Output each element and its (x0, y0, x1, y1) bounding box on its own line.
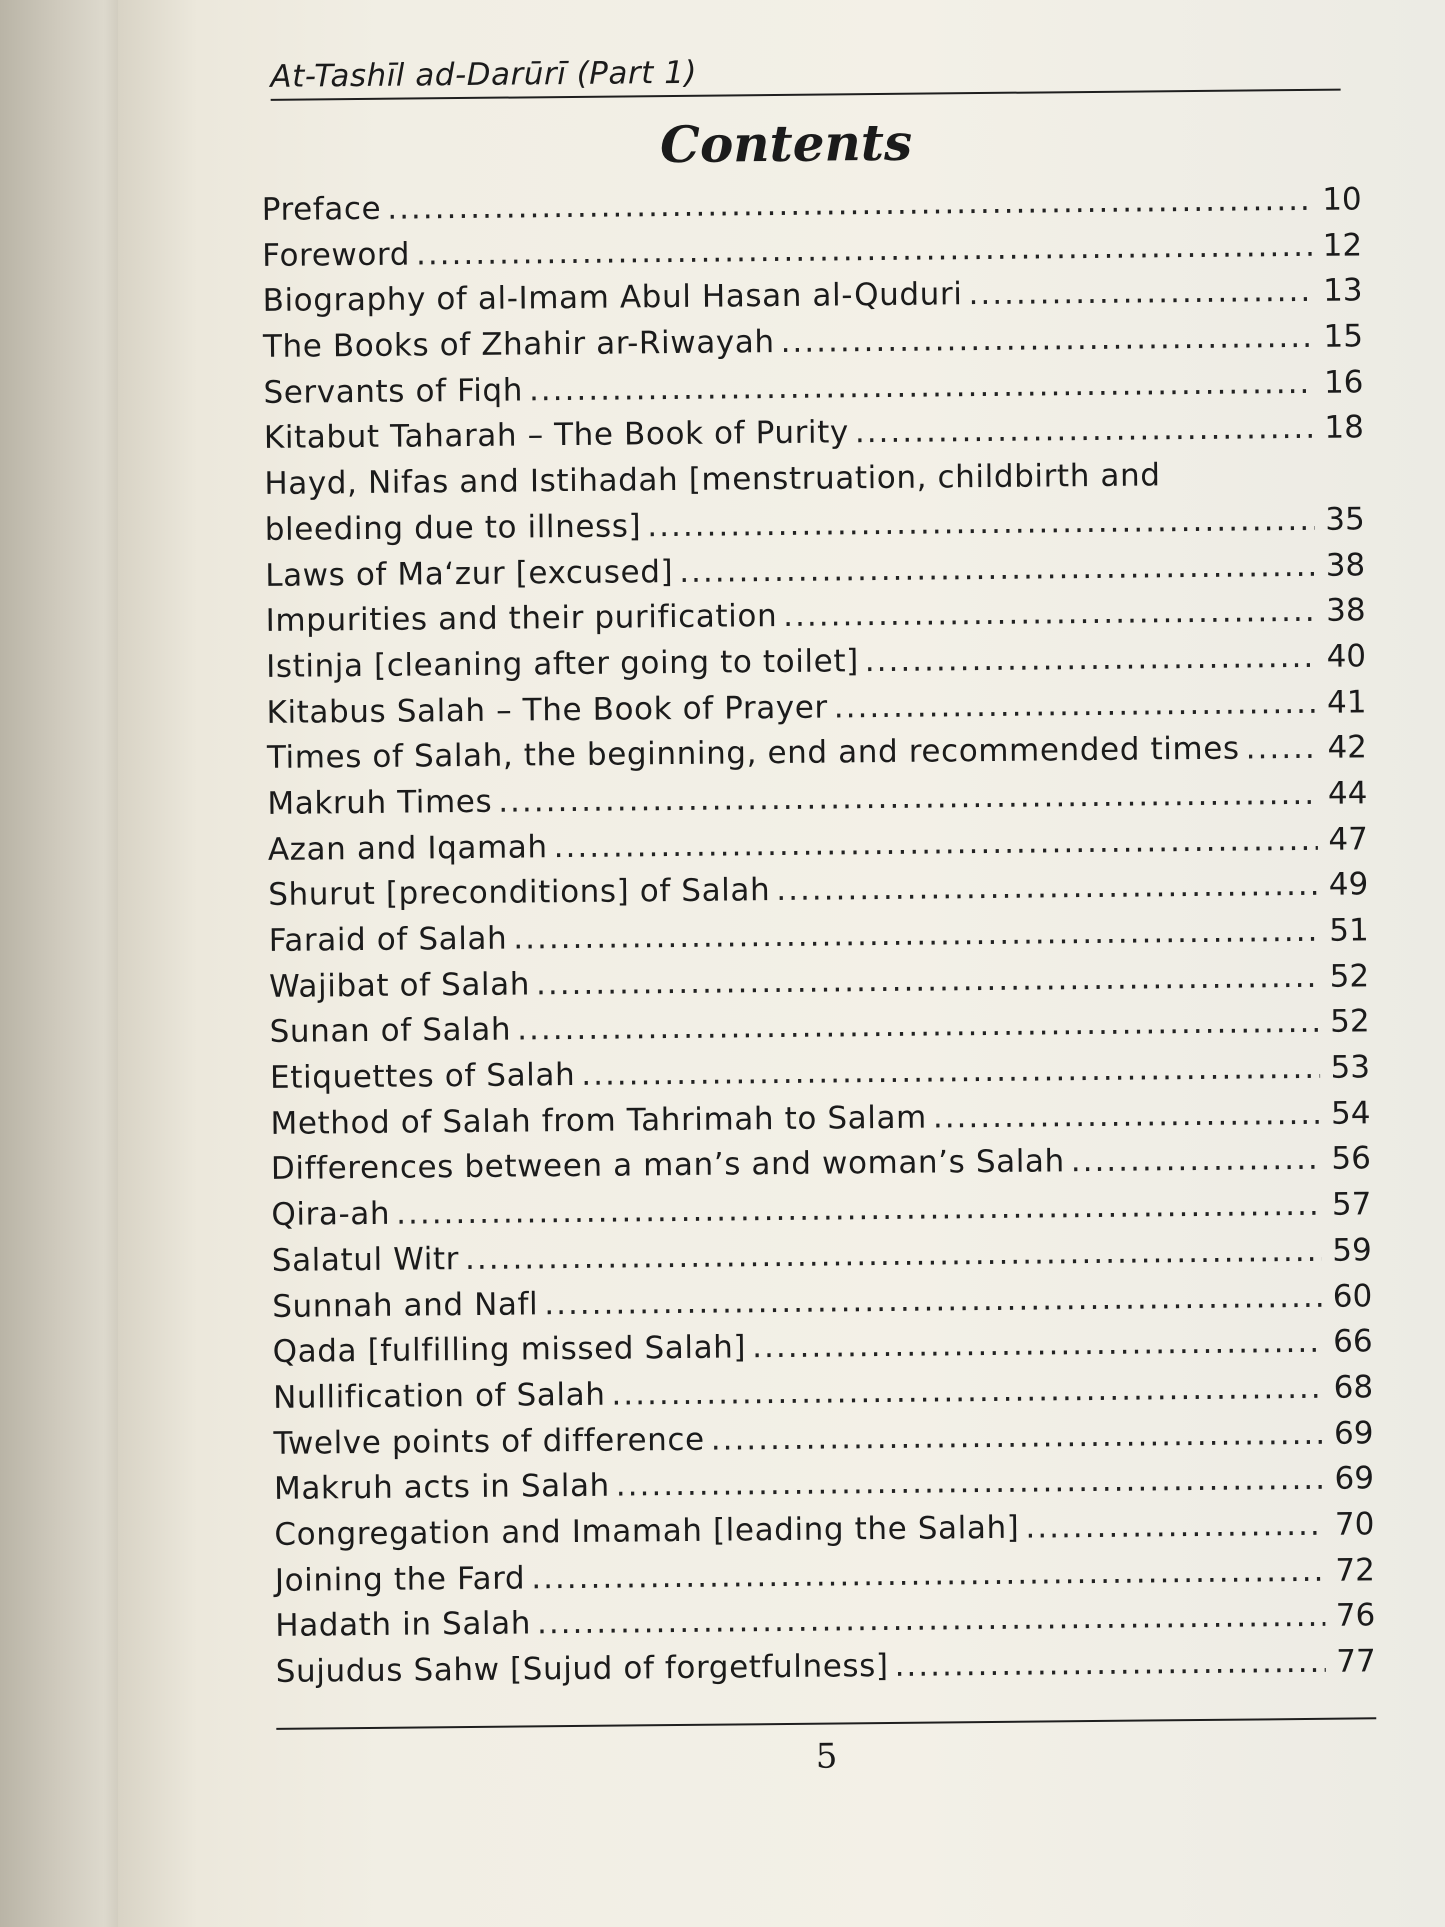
toc-entry-title: Istinja [cleaning after going to toilet] (265, 643, 859, 685)
toc-leader-dots (776, 863, 1318, 914)
toc-entry-page: 77 (1336, 1643, 1376, 1680)
toc-entry-title: Congregation and Imamah [leading the Salah] (274, 1509, 1020, 1553)
toc-entry-page: 38 (1325, 546, 1366, 584)
toc-entry-page: 18 (1324, 409, 1365, 447)
toc-leader-dots (834, 680, 1317, 730)
toc-entry-page: 54 (1330, 1095, 1371, 1132)
toc-entry-page: 56 (1331, 1140, 1372, 1178)
toc-entry-title: Times of Salah, the beginning, end and recommended times (266, 730, 1240, 777)
toc-leader-dots (529, 361, 1314, 414)
toc-entry-title: Twelve points of difference (273, 1421, 705, 1462)
book-spine (0, 0, 130, 1927)
table-of-contents (262, 177, 1376, 1695)
toc-leader-dots (679, 543, 1315, 595)
toc-entry-page: 41 (1326, 683, 1367, 721)
toc-entry-title: Sunan of Salah (269, 1011, 512, 1051)
toc-entry-title: Biography of al-Imam Abul Hasan al-Quduri (262, 276, 963, 320)
toc-entry-title: Wajibat of Salah (269, 966, 531, 1005)
toc-entry-page: 44 (1327, 775, 1368, 812)
toc-entry-page: 53 (1330, 1049, 1371, 1086)
toc-entry-title: Qada [fulfilling missed Salah] (272, 1329, 747, 1371)
toc-entry-title: Differences between a man’s and woman’s Salah (270, 1143, 1065, 1188)
toc-leader-dots (752, 1320, 1323, 1371)
running-title: At-Tashīl ad-Darūrī (Part 1) (270, 54, 698, 95)
toc-leader-dots (536, 955, 1320, 1008)
toc-entry-title: The Books of Zhahir ar-Riwayah (262, 324, 775, 365)
toc-leader-dots (465, 1229, 1322, 1283)
toc-leader-dots (513, 909, 1319, 962)
toc-entry-title: Foreword (261, 236, 411, 274)
toc-leader-dots (537, 1594, 1326, 1647)
toc-leader-dots (1245, 726, 1317, 772)
toc-entry-page: 66 (1333, 1323, 1373, 1360)
toc-leader-dots (611, 1366, 1323, 1419)
toc-entry-page: 10 (1322, 181, 1362, 218)
toc-entry-title: Servants of Fiqh (263, 372, 524, 411)
toc-entry-title: Salatul Witr (271, 1240, 460, 1279)
toc-entry-title: Nullification of Salah (272, 1376, 606, 1416)
toc-entry-page: 76 (1335, 1597, 1376, 1635)
toc-leader-dots (531, 1548, 1325, 1601)
toc-leader-dots (553, 817, 1318, 870)
running-header (270, 19, 1341, 101)
toc-entry-page: 68 (1333, 1369, 1374, 1406)
toc-leader-dots (855, 406, 1314, 456)
toc-entry-page: 13 (1322, 272, 1363, 310)
toc-entry-title: Kitabus Salah – The Book of Prayer (266, 689, 828, 731)
footer-rule (276, 1717, 1376, 1730)
toc-entry-page: 69 (1333, 1414, 1374, 1452)
toc-leader-dots (933, 1092, 1321, 1141)
toc-entry-title: Hadath in Salah (275, 1605, 532, 1645)
toc-entry-page: 51 (1329, 912, 1369, 949)
toc-entry-page: 15 (1323, 318, 1364, 355)
toc-entry-title: Kitabut Taharah – The Book of Purity (263, 414, 850, 457)
toc-entry-title: Hayd, Nifas and Istihadah [menstruation, childbirth and (264, 457, 1161, 503)
toc-entry-page: 12 (1322, 227, 1363, 264)
toc-entry-title: Makruh Times (267, 783, 493, 822)
toc-entry-page: 47 (1328, 820, 1368, 858)
toc-entry-page: 52 (1329, 1003, 1370, 1041)
toc-entry-page: 60 (1332, 1277, 1373, 1315)
page-number: 5 (815, 1736, 838, 1777)
toc-leader-dots (780, 315, 1313, 366)
toc-leader-dots (865, 635, 1317, 685)
contents-heading: Contents (659, 112, 913, 175)
toc-leader-dots (968, 269, 1312, 318)
toc-entry-title: Sujudus Sahw [Sujud of forgetfulness] (275, 1647, 889, 1690)
toc-leader-dots (1025, 1503, 1324, 1552)
toc-entry-page: 35 (1325, 501, 1365, 538)
toc-entry-title: Etiquettes of Salah (269, 1057, 576, 1096)
toc-entry-title: Faraid of Salah (268, 920, 508, 959)
toc-entry-page: 16 (1323, 364, 1364, 401)
toc-entry-page: 42 (1327, 729, 1368, 766)
toc-entry-title: Azan and Iqamah (267, 828, 548, 868)
page-content (150, 18, 1397, 1782)
toc-leader-dots (581, 1046, 1320, 1099)
toc-leader-dots (647, 498, 1315, 550)
toc-entry-title: Makruh acts in Salah (273, 1467, 611, 1508)
toc-entry-page: 38 (1326, 592, 1366, 629)
toc-entry-title: bleeding due to illness] (264, 508, 642, 548)
toc-leader-dots (783, 589, 1316, 640)
toc-entry-page: 69 (1334, 1460, 1375, 1497)
toc-leader-dots (544, 1274, 1322, 1327)
toc-leader-dots (894, 1640, 1326, 1690)
toc-entry-title: Laws of Ma‘zur [excused] (265, 553, 674, 594)
toc-entry-page: 57 (1331, 1186, 1372, 1223)
toc-entry-title: Joining the Fard (274, 1560, 526, 1599)
toc-entry-title: Preface (261, 190, 382, 228)
toc-entry-page: 70 (1334, 1506, 1375, 1543)
toc-leader-dots (517, 1000, 1320, 1053)
toc-entry-title: Method of Salah from Tahrimah to Salam (270, 1099, 928, 1142)
toc-entry-page: 40 (1326, 638, 1367, 675)
toc-leader-dots (1071, 1137, 1322, 1185)
toc-entry-page: 59 (1332, 1232, 1372, 1269)
toc-entry-page: 52 (1329, 958, 1370, 995)
toc-entry-title: Impurities and their purification (265, 598, 778, 640)
toc-entry-title: Shurut [preconditions] of Salah (268, 872, 771, 914)
toc-leader-dots (711, 1411, 1324, 1463)
toc-entry-page: 49 (1328, 866, 1369, 904)
toc-entry-page: 72 (1335, 1551, 1376, 1589)
toc-entry-title: Qira-ah (271, 1195, 391, 1234)
toc-entry (276, 1639, 1376, 1695)
toc-leader-dots (498, 772, 1318, 826)
toc-entry-title: Sunnah and Nafl (272, 1285, 539, 1325)
toc-leader-dots (616, 1457, 1325, 1509)
